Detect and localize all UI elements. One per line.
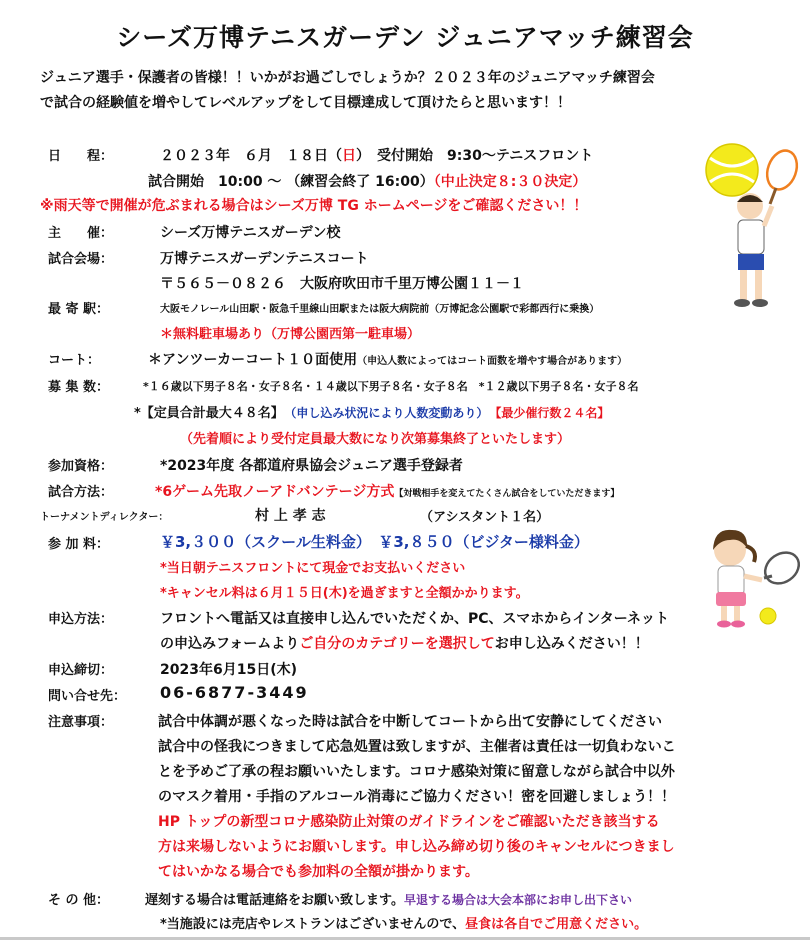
court-value bbox=[148, 349, 627, 369]
fee-label: 参 加 料： bbox=[48, 537, 110, 552]
recruit-vary: （申し込み状況により人数変動あり） bbox=[290, 406, 483, 420]
schedule-date bbox=[160, 145, 593, 165]
fee-pay-note: *当日朝テニスフロントにて現金でお支払いください bbox=[160, 561, 466, 576]
start-text: 試合開始 10:00 ～ （練習会終了 16:00） bbox=[148, 174, 434, 190]
schedule-label: 日 程： bbox=[48, 149, 114, 164]
notes-label: 注意事項： bbox=[48, 715, 114, 730]
parking-note: ＊無料駐車場あり（万博公園西第一駐車場） bbox=[160, 327, 421, 342]
rain-note: ※雨天等で開催が危ぶまれる場合はシーズ万博 TG ホームページをご確認ください！！ bbox=[40, 198, 588, 214]
recruit-value: *１６歳以下男子８名・女子８名・１４歳以下男子８名・女子８名 *１２歳以下男子８名・女子８名 bbox=[143, 380, 639, 393]
contact-label: 問い合せ先： bbox=[48, 689, 127, 704]
apply-line-2c: お申し込みください！！ bbox=[494, 636, 649, 652]
recruit-min: 【最少催行数２４名】 bbox=[495, 406, 610, 420]
method-value-line bbox=[155, 481, 619, 501]
cancel-decision-note: （中止決定８:３０決定） bbox=[433, 174, 587, 190]
method-label: 試合方法： bbox=[48, 485, 114, 500]
venue-address: 〒５６５－０８２６ 大阪府吹田市千里万博公園１１－１ bbox=[160, 276, 524, 292]
date-text: ２０２３年 ６月 １８日（ bbox=[160, 148, 342, 164]
other-line-1 bbox=[145, 889, 632, 908]
intro-line-2: で試合の経験値を増やしてレベルアップをして目標達成して頂けたらと思います！！ bbox=[40, 95, 572, 111]
court-note: （申込人数によってはコート面数を増やす場合があります） bbox=[357, 356, 628, 367]
notes-red-1: HP トップの新型コロナ感染防止対策のガイドラインをご確認いただき該当する bbox=[158, 814, 660, 830]
apply-line-2a: の申込みフォームより bbox=[160, 636, 300, 652]
reception-text: ） 受付開始 9:30～テニスフロント bbox=[356, 148, 594, 164]
tennis-ball-player-illustration bbox=[700, 140, 800, 315]
other-label: そ の 他： bbox=[48, 893, 110, 908]
apply-line-2b: ご自分のカテゴリーを選択して bbox=[299, 636, 495, 652]
eligibility-label: 参加資格： bbox=[48, 459, 114, 474]
other-late: 遅刻する場合は電話連絡をお願い致します。 bbox=[145, 893, 404, 908]
apply-line-2 bbox=[160, 633, 649, 653]
girl-with-racket-illustration bbox=[700, 520, 805, 630]
recruit-label: 募 集 数： bbox=[48, 380, 110, 395]
director-label: トーナメントディレクター： bbox=[40, 512, 169, 523]
venue-label: 試合会場： bbox=[48, 252, 114, 267]
court-label: コート： bbox=[48, 353, 101, 368]
station-value: 大阪モノレール山田駅・阪急千里線山田駅または阪大病院前（万博記念公園駅で彩都西行に乗換） bbox=[160, 304, 600, 315]
page-title: シーズ万博テニスガーデン ジュニアマッチ練習会 bbox=[116, 23, 694, 52]
notes-line-2: 試合中の怪我につきまして応急処置は致しますが、主催者は責任は一切負わないこ bbox=[158, 739, 676, 755]
other-line-2 bbox=[160, 913, 647, 932]
other-facility: *当施設には売店やレストランはございませんので、 bbox=[160, 917, 466, 932]
recruit-total-line bbox=[134, 402, 609, 421]
court-text: ＊アンツーカーコート１０面使用 bbox=[148, 352, 358, 368]
deadline-label: 申込締切： bbox=[48, 663, 114, 678]
intro-line-1: ジュニア選手・保護者の皆様！！いかがお過ごしでしょうか？２０２３年のジュニアマッチ練習会 bbox=[40, 70, 655, 86]
recruit-total: *【定員合計最大４８名】 bbox=[134, 406, 278, 421]
other-lunch: 昼食は各自でご用意ください。 bbox=[465, 917, 648, 932]
organizer-value: シーズ万博テニスガーデン校 bbox=[160, 225, 341, 241]
eligibility-value: *2023年度 各都道府県協会ジュニア選手登録者 bbox=[160, 458, 463, 474]
schedule-start bbox=[148, 171, 586, 191]
director-name: 村 上 孝 志 bbox=[255, 508, 326, 524]
method-value: *6ゲーム先取ノーアドバンテージ方式 bbox=[155, 484, 395, 500]
first-come-note: （先着順により受付定員最大数になり次第募集終了といたします） bbox=[180, 432, 571, 447]
notes-line-4: のマスク着用・手指のアルコール消毒にご協力ください！密を回避しましょう！！ bbox=[158, 789, 676, 805]
notes-red-2: 方は来場しないようにお願いします。申し込み締め切り後のキャンセルにつきまし bbox=[158, 839, 675, 855]
method-note: 【対戦相手を変えてたくさん試合をしていただきます】 bbox=[394, 489, 620, 499]
date-day: 日 bbox=[342, 148, 356, 164]
fee-cancel-note: *キャンセル料は６月１５日(木)を過ぎますと全額かかります。 bbox=[160, 586, 529, 601]
notes-line-1: 試合中体調が悪くなった時は試合を中断してコートから出て安静にしてください bbox=[158, 714, 662, 730]
director-assist: （アシスタント１名） bbox=[420, 510, 550, 525]
organizer-label: 主 催： bbox=[48, 226, 114, 241]
station-label: 最 寄 駅： bbox=[48, 302, 110, 317]
notes-red-3: てはいかなる場合でも参加料の全額が掛かります。 bbox=[158, 864, 479, 880]
deadline-value: 2023年6月15日(木) bbox=[160, 662, 297, 678]
notes-line-3: とを予めご了承の程お願いいたします。コロナ感染対策に留意しながら試合中以外 bbox=[158, 764, 675, 780]
apply-label: 申込方法： bbox=[48, 612, 114, 627]
apply-line-1: フロントへ電話又は直接申し込んでいただくか、PC、スマホからインターネット bbox=[160, 611, 669, 627]
contact-phone: 06-6877-3449 bbox=[160, 683, 309, 702]
venue-name: 万博テニスガーデンテニスコート bbox=[160, 251, 369, 267]
other-early: 早退する場合は大会本部にお申し出下さい bbox=[403, 893, 632, 907]
fee-value: ￥3,３００（スクール生料金） ￥3,８５０（ビジター様料金） bbox=[160, 533, 589, 551]
